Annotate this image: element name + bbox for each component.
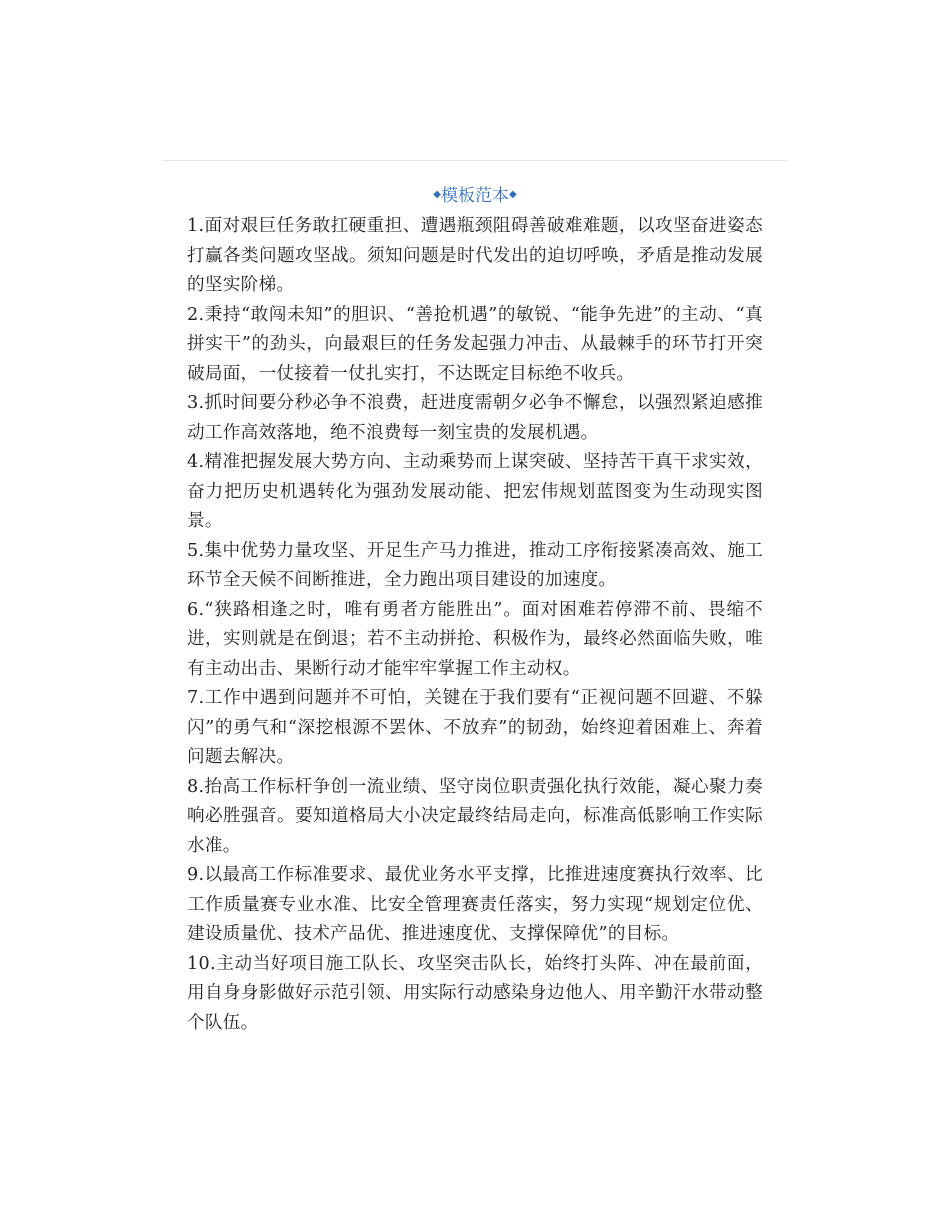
page-title — [187, 184, 763, 209]
document-body — [187, 212, 763, 1038]
paragraph-2: 2.秉持“敢闯未知”的胆识、“善抢机遇”的敏锐、“能争先进”的主动、“真拼实干”的劲头，向最艰巨的任务发起强力冲击、从最棘手的环节打开突破局面，一仗接着一仗扎实打，不达既定目标绝不收兵。 — [187, 304, 763, 384]
paragraph-10: 10.主动当好项目施工队长、攻坚突击队长，始终打头阵、冲在最前面，用自身身影做好示范引领、用实际行动感染身边他人、用辛勤汗水带动整个队伍。 — [187, 953, 763, 1033]
paragraph-9: 9.以最高工作标准要求、最优业务水平支撑，比推进速度赛执行效率、比工作质量赛专业水准、比安全管理赛责任落实，努力实现“规划定位优、建设质量优、技术产品优、推进速度优、支撑保障优”的目标。 — [187, 865, 763, 944]
paragraph-1: 1.面对艰巨任务敢扛硬重担、遭遇瓶颈阻碍善破难难题，以攻坚奋进姿态打赢各类问题攻坚战。须知问题是时代发出的迫切呼唤，矛盾是推动发展的坚实阶梯。 — [187, 216, 763, 295]
top-divider — [163, 160, 787, 161]
title-text: 模板范本 — [441, 186, 509, 206]
diamond-icon-right: ◆ — [509, 188, 517, 200]
paragraph-6: 6.“狭路相逢之时，唯有勇者方能胜出”。面对困难若停滞不前、畏缩不进，实则就是在倒退；若不主动拼抢、积极作为，最终必然面临失败，唯有主动出击、果断行动才能牢牢掌握工作主动权。 — [187, 599, 763, 679]
diamond-icon-left: ◆ — [433, 188, 441, 200]
paragraph-3: 3.抓时间要分秒必争不浪费，赶进度需朝夕必争不懈怠，以强烈紧迫感推动工作高效落地，绝不浪费每一刻宝贵的发展机遇。 — [187, 393, 763, 443]
paragraph-7: 7.工作中遇到问题并不可怕，关键在于我们要有“正视问题不回避、不躲闪”的勇气和“深挖根源不罢休、不放弃”的韧劲，始终迎着困难上、奔着问题去解决。 — [187, 688, 763, 767]
paragraph-4: 4.精准把握发展大势方向、主动乘势而上谋突破、坚持苦干真干求实效，奋力把历史机遇转化为强劲发展动能、把宏伟规划蓝图变为生动现实图景。 — [187, 452, 763, 531]
paragraph-8: 8.抬高工作标杆争创一流业绩、坚守岗位职责强化执行效能，凝心聚力奏响必胜强音。要知道格局大小决定最终结局走向，标准高低影响工作实际水准。 — [187, 776, 763, 856]
paragraph-5: 5.集中优势力量攻坚、开足生产马力推进，推动工序衔接紧凑高效、施工环节全天候不间断推进，全力跑出项目建设的加速度。 — [187, 540, 763, 590]
